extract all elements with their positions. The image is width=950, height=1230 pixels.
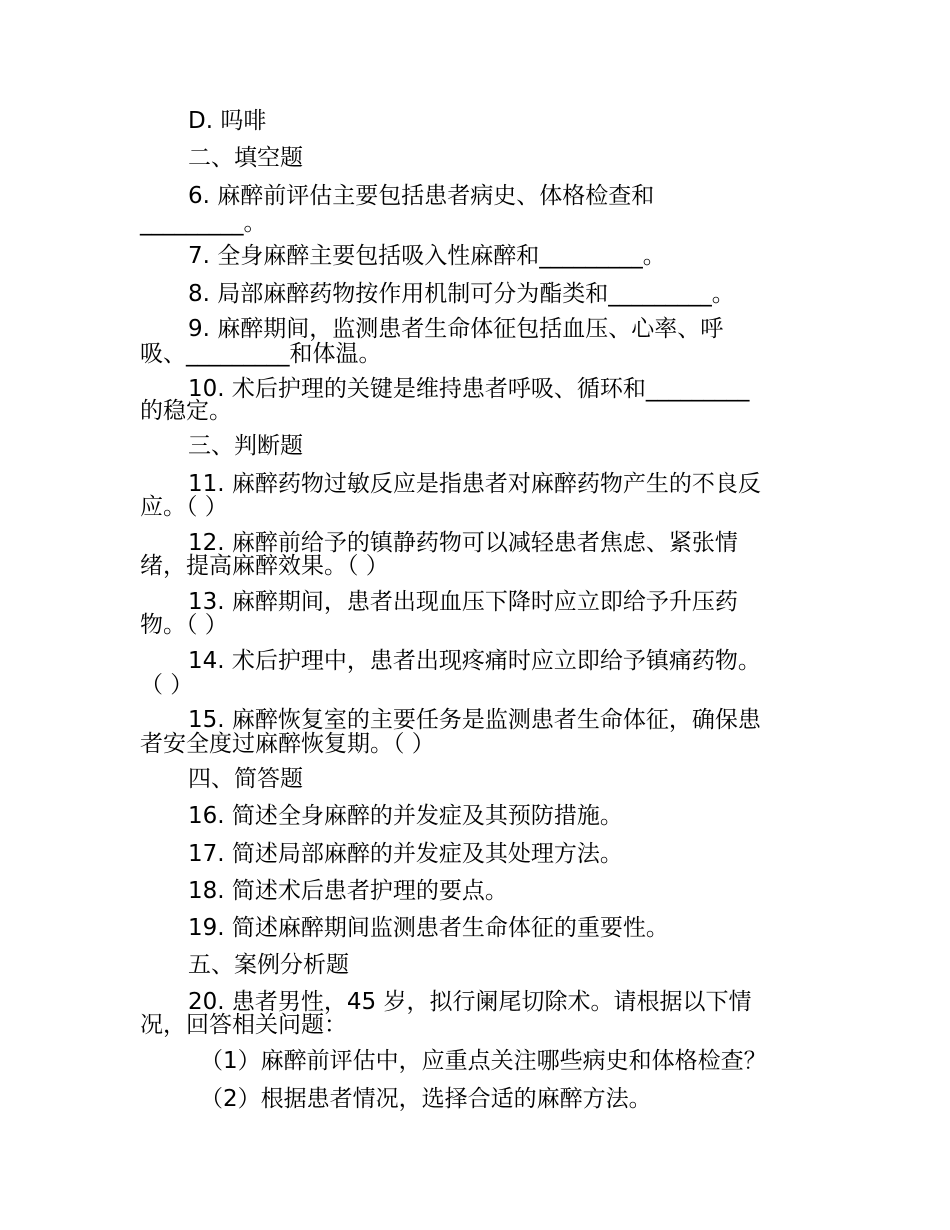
- question-13-line-1: 13. 麻醉期间，患者出现血压下降时应立即给予升压药: [188, 589, 738, 615]
- question-15-line-2: 者安全度过麻醉恢复期。（ ）: [140, 731, 435, 757]
- question-20-subquestion-1: （1）麻醉前评估中，应重点关注哪些病史和体格检查？: [200, 1048, 767, 1074]
- question-6-line-2: _________。: [140, 210, 267, 236]
- question-6-line-1: 6. 麻醉前评估主要包括患者病史、体格检查和: [188, 183, 655, 209]
- question-9-line-2: 吸、_________和体温。: [140, 341, 382, 367]
- question-8: 8. 局部麻醉药物按作用机制可分为酯类和_________。: [188, 281, 735, 307]
- question-20-line-2: 况，回答相关问题：: [140, 1012, 347, 1038]
- option-d: D. 吗啡: [188, 108, 267, 134]
- question-16: 16. 简述全身麻醉的并发症及其预防措施。: [188, 803, 623, 829]
- question-11-line-2: 应。（ ）: [140, 494, 228, 520]
- question-10-line-1: 10. 术后护理的关键是维持患者呼吸、循环和_________: [188, 376, 750, 402]
- question-10-line-2: 的稳定。: [140, 398, 232, 424]
- question-15-line-1: 15. 麻醉恢复室的主要任务是监测患者生命体征，确保患: [188, 707, 761, 733]
- question-20-subquestion-2: （2）根据患者情况，选择合适的麻醉方法。: [200, 1086, 652, 1112]
- section-heading-true-false: 三、判断题: [188, 433, 303, 459]
- question-17: 17. 简述局部麻醉的并发症及其处理方法。: [188, 841, 623, 867]
- question-11-line-1: 11. 麻醉药物过敏反应是指患者对麻醉药物产生的不良反: [188, 471, 761, 497]
- question-12-line-2: 绪，提高麻醉效果。（ ）: [140, 553, 389, 579]
- question-12-line-1: 12. 麻醉前给予的镇静药物可以减轻患者焦虑、紧张情: [188, 530, 738, 556]
- question-14-line-1: 14. 术后护理中，患者出现疼痛时应立即给予镇痛药物。: [188, 648, 761, 674]
- question-14-line-2: （ ）: [140, 672, 194, 698]
- question-13-line-2: 物。（ ）: [140, 612, 228, 638]
- section-heading-fill-blank: 二、填空题: [188, 145, 303, 171]
- section-heading-case-analysis: 五、案例分析题: [188, 952, 349, 978]
- question-20-line-1: 20. 患者男性，45 岁，拟行阑尾切除术。请根据以下情: [188, 989, 752, 1015]
- question-7: 7. 全身麻醉主要包括吸入性麻醉和_________。: [188, 243, 666, 269]
- section-heading-short-answer: 四、简答题: [188, 766, 303, 792]
- question-19: 19. 简述麻醉期间监测患者生命体征的重要性。: [188, 915, 669, 941]
- question-9-line-1: 9. 麻醉期间，监测患者生命体征包括血压、心率、呼: [188, 316, 724, 342]
- question-18: 18. 简述术后患者护理的要点。: [188, 878, 508, 904]
